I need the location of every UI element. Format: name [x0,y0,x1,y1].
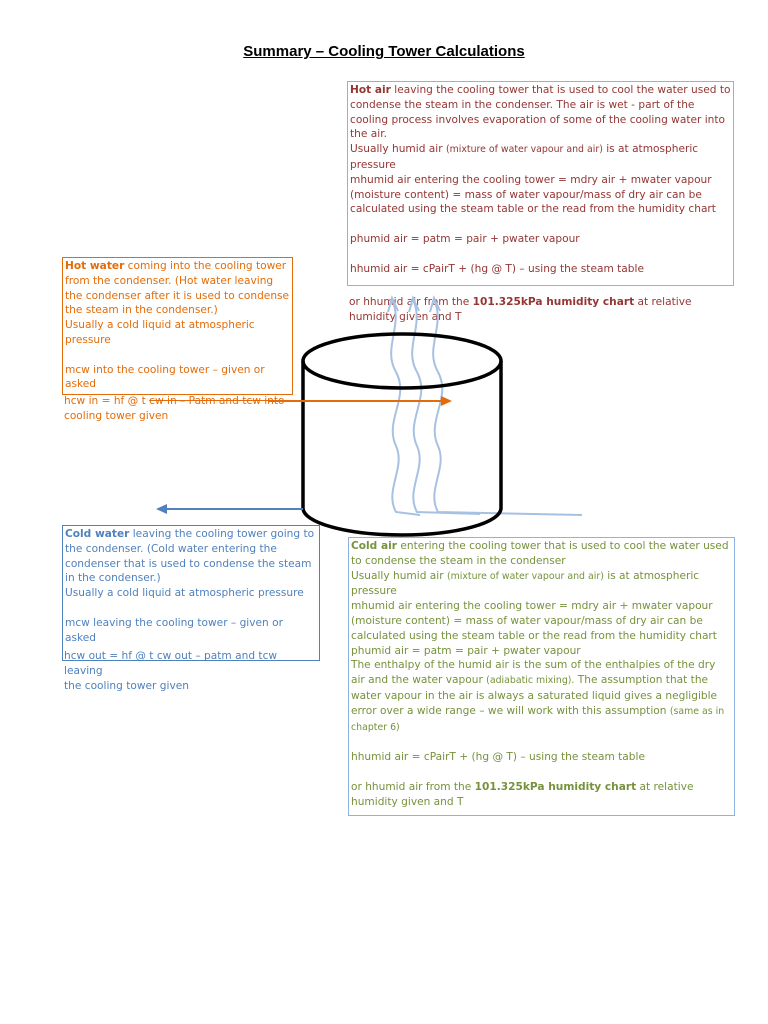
cold-water-heading: Cold water [65,528,130,540]
page-title: Summary – Cooling Tower Calculations [243,43,525,60]
hot-air-chart-note: or hhumid air from the 101.325kPa humidity chart at relative humidity given and T [349,296,692,323]
cold-water-outlet-arrow [156,504,303,514]
hot-water-mass: mcw into the cooling tower – given or asked [65,363,265,391]
cold-air-chart-note: or hhumid air from the 101.325kPa humidity chart at relative humidity given and T [351,780,694,808]
hot-air-enthalpy: hhumid air = cPairT + (hg @ T) – using the steam table [350,262,644,275]
cold-water-mass: mcw leaving the cooling tower – given or asked [65,616,283,644]
cold-air-enthalpy: hhumid air = cPairT + (hg @ T) – using the steam table [351,751,645,764]
cold-air-moisture: (moisture content) = mass of water vapour/mass of dry air can be calculated using the steam table or the read from the humidity chart [351,614,717,642]
cold-air-enthalpy-note: The enthalpy of the humid air is the sum of the enthalpies of the dry air and the water vapour (adiabatic mixing). The assumption that the water vapour in the air is always a saturated liquid gives a negligible error over a wide range – we will work with this assumption (same as in chapter 6) [351,659,725,733]
hot-air-state: Usually humid air (mixture of water vapour and air) is at atmospheric pressure [350,143,699,171]
cold-air-mass: mhumid air entering the cooling tower = mdry air + mwater vapour [351,600,713,613]
vapour-wisp-3 [433,300,582,515]
cold-air-heading: Cold air [351,540,397,552]
cold-air-intro: Cold air entering the cooling tower that is used to cool the water used to condense the steam in the condenser [351,540,729,567]
tower-top-rim [303,334,501,388]
cold-water-intro: Cold water leaving the cooling tower going to the condenser. (Cold water entering the condenser that is used to condense the steam in the condenser.) [65,528,315,585]
hot-air-paragraph: Hot air leaving the cooling tower that is used to cool the water used to condense the steam in the condenser. The air is wet - part of the cooling process involves evaporation of some of the cooling water into the air. [350,84,731,141]
hot-water-enthalpy: hcw in = hf @ t cw in – Patm and tcw into cooling tower given [64,395,285,422]
hot-water-state: Usually a cold liquid at atmospheric pressure [65,319,255,346]
hot-water-intro: Hot water coming into the cooling tower from the condenser. (Hot water leaving the condenser after it is used to condense the steam in the condenser.) [65,260,290,317]
hot-air-heading: Hot air [350,84,391,96]
hot-air-pressure: phumid air = patm = pair + pwater vapour [350,232,580,245]
cooling-tower [303,334,501,535]
hot-water-inlet-arrow [268,396,452,406]
hot-water-heading: Hot water [65,260,125,272]
hot-air-moisture: (moisture content) = mass of water vapour/mass of dry air can be calculated using the steam table or the read from the humidity chart [350,188,716,216]
vapour-wisps [388,298,582,515]
vapour-wisp-2 [412,300,480,514]
cold-air-pressure: phumid air = patm = pair + pwater vapour [351,644,581,657]
hot-air-mass: mhumid air entering the cooling tower = mdry air + mwater vapour [350,173,712,186]
hot-air-chart-name: 101.325kPa humidity chart [472,296,635,308]
cold-air-chart-name: 101.325kPa humidity chart [474,780,637,793]
cold-water-enthalpy: hcw out = hf @ t cw out – patm and tcw leaving the cooling tower given [64,650,278,692]
cold-air-state: Usually humid air (mixture of water vapour and air) is at atmospheric pressure [351,569,700,598]
cold-water-state: Usually a cold liquid at atmospheric pressure [65,587,304,600]
